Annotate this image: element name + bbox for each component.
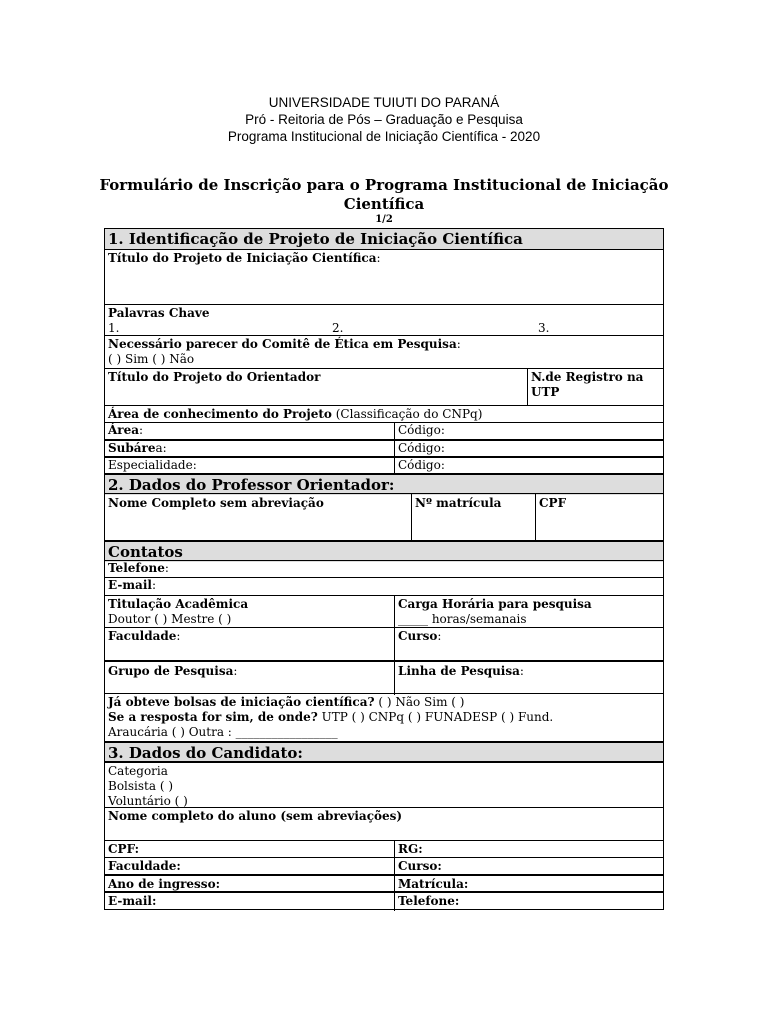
section2-heading: 2. Dados do Professor Orientador: — [105, 473, 663, 495]
subarea-row: Subárea: Código: — [105, 439, 663, 458]
research-group-row: Grupo de Pesquisa: Linha de Pesquisa: — [105, 660, 663, 695]
area-label: Área — [108, 423, 140, 437]
pro-reitoria-name: Pró - Reitoria de Pós – Graduação e Pesquisa — [245, 112, 523, 127]
registry-label[interactable]: N.de Registro na UTP — [527, 369, 663, 406]
category-label: Categoria — [108, 764, 168, 778]
keyword-1: 1. — [108, 320, 120, 335]
scholarship-question: Já obteve bolsas de iniciação científica? — [108, 695, 375, 709]
area-row: Área: Código: — [105, 422, 663, 440]
keywords-label: Palavras Chave — [108, 306, 210, 320]
advisor-project-row — [105, 368, 663, 406]
research-line-label: Linha de Pesquisa — [398, 664, 520, 678]
source-options-2[interactable]: Araucária ( ) Outra : _________________ — [108, 725, 338, 739]
knowledge-area-note: (Classificação do CNPq) — [331, 407, 483, 421]
workload-label: Carga Horária para pesquisa — [398, 597, 592, 611]
specialty-label[interactable]: Especialidade: — [108, 458, 197, 472]
keyword-2: 2. — [332, 320, 344, 335]
knowledge-area-label: Área de conhecimento do Projeto — [108, 407, 332, 421]
degree-label: Titulação Acadêmica — [108, 597, 249, 611]
scholarship-row — [105, 693, 663, 742]
advisor-fullname-label[interactable]: Nome Completo sem abreviação — [108, 496, 324, 510]
subarea-label: Subáre — [108, 441, 156, 455]
research-group-label: Grupo de Pesquisa — [108, 664, 234, 678]
section3-heading: 3. Dados do Candidato: — [105, 741, 663, 763]
registration-form — [104, 228, 664, 910]
keywords-row[interactable] — [105, 304, 663, 336]
category-row — [105, 761, 663, 809]
workload-unit: horas/semanais — [428, 611, 527, 626]
student-phone-label[interactable]: Telefone: — [394, 893, 663, 911]
page-number: 1/2 — [375, 214, 393, 225]
advisor-registration-label[interactable]: Nº matrícula — [411, 494, 535, 541]
form-title: Formulário de Inscrição para o Programa Institucional de Iniciação Científica — [99, 176, 669, 213]
advisor-course-label: Curso — [398, 629, 438, 643]
degree-options[interactable]: Doutor ( ) Mestre ( ) — [108, 611, 232, 626]
contacts-heading: Contatos — [105, 540, 663, 562]
student-email-row — [105, 891, 663, 911]
university-name: UNIVERSIDADE TUIUTI DO PARANÁ — [268, 95, 500, 110]
subarea-code-label[interactable]: Código: — [394, 441, 663, 458]
knowledge-area-row — [105, 405, 663, 423]
student-cpf-label[interactable]: CPF: — [108, 842, 140, 856]
student-cpf-row — [105, 840, 663, 858]
ethics-row[interactable]: Necessário parecer do Comitê de Ética em Pesquisa: ( ) Sim ( ) Não — [105, 335, 663, 369]
student-registration-label[interactable]: Matrícula: — [394, 876, 663, 893]
section1-heading: 1. Identificação de Projeto de Iniciação Científica — [105, 229, 663, 249]
advisor-faculty-label: Faculdade — [108, 629, 177, 643]
student-name-row[interactable] — [105, 807, 663, 841]
program-name: Programa Institucional de Iniciação Científica - 2020 — [227, 129, 541, 144]
student-faculty-row — [105, 857, 663, 875]
workload-blank[interactable]: _____ — [398, 611, 428, 626]
ethics-options[interactable]: ( ) Sim ( ) Não — [108, 351, 195, 366]
volunteer-option[interactable]: Voluntário ( ) — [108, 794, 188, 808]
advisor-cpf-label[interactable]: CPF — [535, 494, 663, 541]
degree-workload-row — [105, 595, 663, 628]
advisor-faculty-row: Faculdade: Curso: — [105, 627, 663, 661]
specialty-code-label[interactable]: Código: — [394, 458, 663, 475]
project-title-row[interactable]: Título do Projeto de Iniciação Científica: — [105, 249, 663, 305]
ethics-label: Necessário parecer do Comitê de Ética em Pesquisa — [108, 337, 457, 351]
student-name-label: Nome completo do aluno (sem abreviações) — [108, 809, 403, 823]
student-faculty-label[interactable]: Faculdade: — [108, 859, 181, 873]
advisor-phone-label: Telefone — [108, 561, 165, 575]
project-title-label: Título do Projeto de Iniciação Científica — [108, 251, 377, 265]
source-options[interactable]: UTP ( ) CNPq ( ) FUNADESP ( ) Fund. — [317, 710, 554, 724]
student-year-label[interactable]: Ano de ingresso: — [108, 877, 220, 891]
area-code-label[interactable]: Código: — [394, 423, 663, 440]
student-rg-label[interactable]: RG: — [394, 841, 663, 858]
source-question: Se a resposta for sim, de onde? — [108, 710, 318, 724]
student-course-label[interactable]: Curso: — [394, 858, 663, 875]
student-email-label[interactable]: E-mail: — [108, 894, 157, 908]
advisor-phone-row[interactable]: Telefone: — [105, 560, 663, 578]
advisor-email-row[interactable]: E-mail: — [105, 577, 663, 595]
advisor-email-label: E-mail — [108, 578, 152, 592]
scholarship-options[interactable]: ( ) Não Sim ( ) — [374, 695, 465, 709]
scholar-option[interactable]: Bolsista ( ) — [108, 779, 174, 793]
keyword-3: 3. — [538, 320, 550, 335]
advisor-project-label[interactable]: Título do Projeto do Orientador — [108, 370, 321, 384]
advisor-identity-row — [105, 493, 663, 541]
